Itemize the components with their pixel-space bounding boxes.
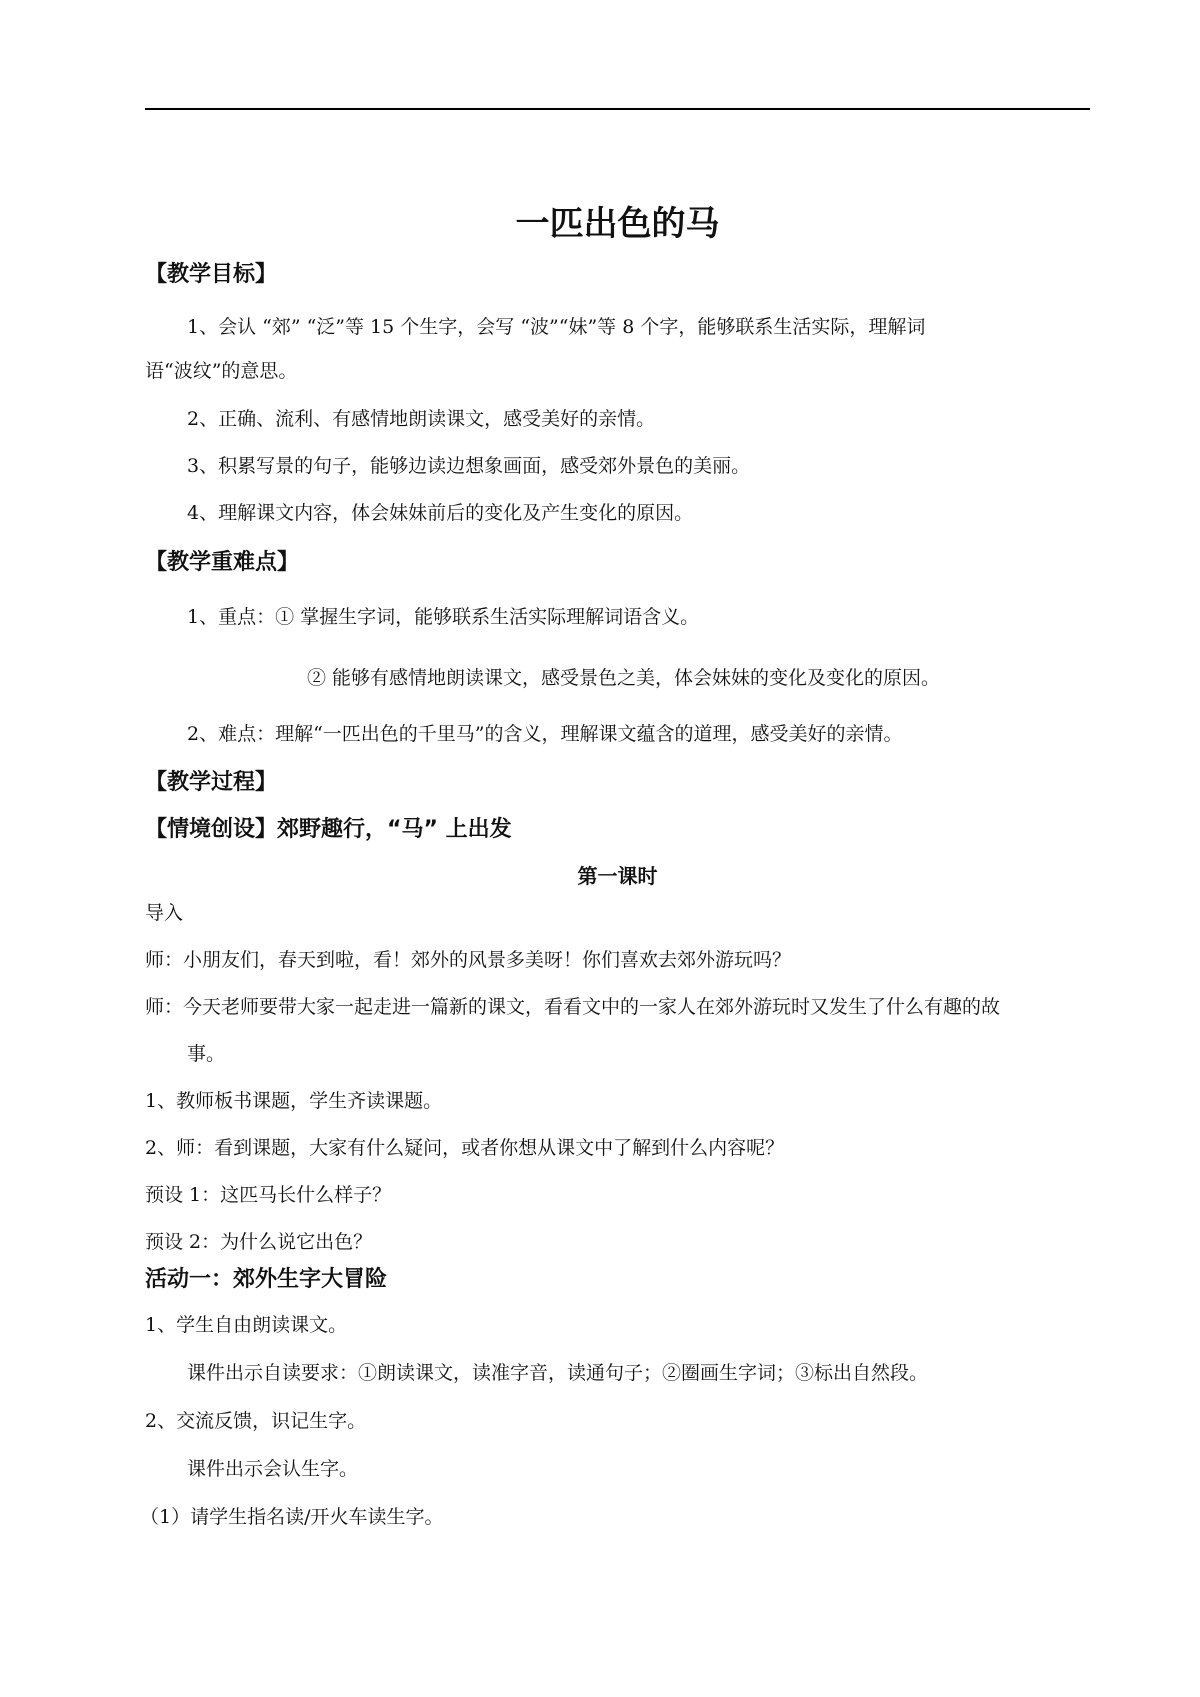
header-rule: [145, 108, 1090, 110]
teacher-line-2-cont: 事。: [187, 1043, 226, 1065]
key-point-2: 2、难点：理解“一匹出色的千里马”的含义，理解课文蕴含的道理，感受美好的亲情。: [187, 723, 903, 745]
preset-1: 预设 1：这匹马长什么样子？: [145, 1184, 392, 1206]
teacher-line-1: 师：小朋友们，春天到啦，看！郊外的风景多美呀！你们喜欢去郊外游玩吗？: [145, 949, 792, 971]
key-points-heading: 【教学重难点】: [145, 550, 300, 575]
step-1: 1、教师板书课题，学生齐读课题。: [145, 1090, 443, 1112]
step-2: 2、师：看到课题，大家有什么疑问，或者你想从课文中了解到什么内容呢？: [145, 1137, 785, 1159]
activity1-step-1: 1、学生自由朗读课文。: [145, 1314, 348, 1336]
process-heading: 【教学过程】: [145, 770, 278, 795]
activity1-step-3: （1）请学生指名读/开火车读生字。: [140, 1506, 444, 1528]
key-point-1a: 1、重点：① 掌握生字词，能够联系生活实际理解词语含义。: [187, 606, 700, 628]
goals-heading: 【教学目标】: [145, 262, 278, 287]
preset-2: 预设 2：为什么说它出色？: [145, 1231, 373, 1253]
goal-item-1: 1、会认 “郊” “泛”等 15 个生字，会写 “波”“妹”等 8 个字，能够联系生活实际，理解词: [187, 316, 926, 338]
activity1-heading: 活动一：郊外生字大冒险: [145, 1267, 388, 1292]
lesson-title: 第一课时: [577, 864, 658, 888]
goal-item-2: 2、正确、流利、有感情地朗读课文，感受美好的亲情。: [187, 408, 656, 430]
scenario-heading: 【情境创设】郊野趣行，“马” 上出发: [145, 817, 512, 842]
document-title: 一匹出色的马: [515, 204, 720, 244]
activity1-step-1-detail: 课件出示自读要求：①朗读课文，读准字音，读通句子；②圈画生字词；③标出自然段。: [187, 1362, 929, 1384]
intro-label: 导入: [145, 902, 184, 924]
activity1-step-2-detail: 课件出示会认生字。: [187, 1458, 359, 1480]
goal-item-1-cont: 语“波纹”的意思。: [145, 360, 298, 382]
goal-item-4: 4、理解课文内容，体会妹妹前后的变化及产生变化的原因。: [187, 502, 694, 524]
goal-item-3: 3、积累写景的句子，能够边读边想象画面，感受郊外景色的美丽。: [187, 455, 751, 477]
activity1-step-2: 2、交流反馈，识记生字。: [145, 1410, 367, 1432]
key-point-1b: ② 能够有感情地朗读课文，感受景色之美，体会妹妹的变化及变化的原因。: [307, 667, 941, 689]
teacher-line-2: 师：今天老师要带大家一起走进一篇新的课文，看看文中的一家人在郊外游玩时又发生了什么有趣的故: [145, 996, 1001, 1018]
